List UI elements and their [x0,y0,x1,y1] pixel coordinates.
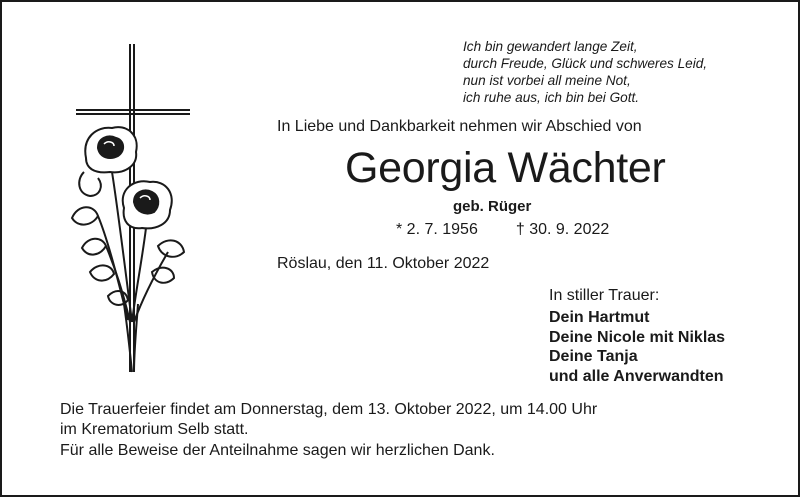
poem-line: nun ist vorbei all meine Not, [463,73,631,88]
poem-line: Ich bin gewandert lange Zeit, [463,39,638,54]
mourner: und alle Anverwandten [549,367,724,385]
place-and-date: Röslau, den 11. Oktober 2022 [277,255,490,272]
poem-line: ich ruhe aus, ich bin bei Gott. [463,90,640,105]
poem-line: durch Freude, Glück und schweres Leid, [463,56,708,71]
service-line: im Krematorium Selb statt. [60,421,249,438]
mourner: Deine Nicole mit Niklas [549,328,726,346]
mourners-label: In stiller Trauer: [549,287,660,304]
mourner: Deine Tanja [549,348,638,365]
birth-name: geb. Rüger [453,198,532,215]
death-date: † 30. 9. 2022 [515,221,610,238]
mourners-list [549,308,725,386]
funeral-service-info [60,400,597,440]
memorial-poem [463,38,783,106]
life-dates [396,221,609,239]
service-line: Die Trauerfeier findet am Donnerstag, dem 13. Oktober 2022, um 14.00 Uhr [60,401,598,418]
cross-with-roses-icon [68,40,198,380]
mourner: Dein Hartmut [549,309,650,326]
deceased-name: Georgia Wächter [345,144,666,192]
thanks-note: Für alle Beweise der Anteilnahme sagen wir herzlichen Dank. [60,442,495,459]
farewell-intro: In Liebe und Dankbarkeit nehmen wir Abschied von [277,118,642,135]
birth-date: * 2. 7. 1956 [396,221,478,238]
